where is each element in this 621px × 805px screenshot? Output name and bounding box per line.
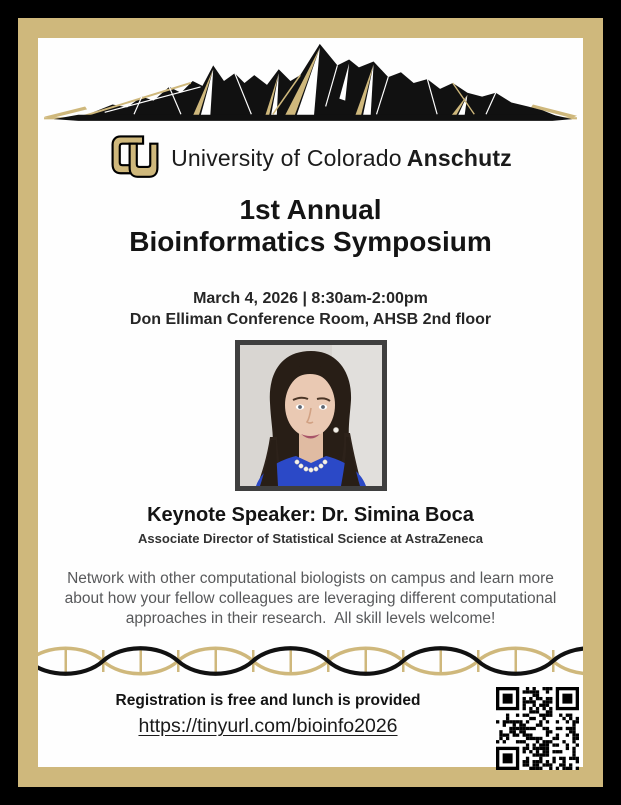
- speaker-photo: [235, 340, 387, 491]
- description-line3: approaches in their research. All skill levels welcome!: [125, 610, 496, 627]
- mountain-range-illustration: [38, 38, 583, 126]
- description-line2: about how your fellow colleagues are leveraging different computational: [64, 590, 557, 607]
- event-title-line2: Bioinformatics Symposium: [129, 226, 492, 257]
- gold-frame: [18, 18, 603, 787]
- event-title: [129, 194, 492, 258]
- university-name: [171, 145, 512, 172]
- registration-footer: [38, 687, 583, 777]
- cu-logo-icon: [109, 133, 161, 183]
- event-datetime: March 4, 2026 | 8:30am-2:00pm: [193, 290, 428, 307]
- university-campus: Anschutz: [406, 144, 512, 171]
- keynote-heading: Keynote Speaker: Dr. Simina Boca: [147, 504, 474, 526]
- registration-link[interactable]: https://tinyurl.com/bioinfo2026: [138, 715, 398, 737]
- qr-code: [496, 687, 579, 770]
- keynote-subtitle: Associate Director of Statistical Science at AstraZeneca: [138, 531, 483, 546]
- registration-note: Registration is free and lunch is provided: [115, 692, 421, 709]
- speaker-portrait-illustration: [240, 345, 382, 486]
- dna-helix-divider: [38, 644, 583, 678]
- description-line1: Network with other computational biologists on campus and learn more: [67, 570, 554, 587]
- flyer-content: [38, 38, 583, 767]
- event-when-where: [130, 288, 491, 330]
- event-description: [65, 569, 557, 629]
- event-title-line1: 1st Annual: [239, 194, 382, 225]
- event-location: Don Elliman Conference Room, AHSB 2nd floor: [129, 311, 492, 328]
- university-brand: [109, 133, 512, 183]
- university-org: University of Colorado: [171, 144, 402, 171]
